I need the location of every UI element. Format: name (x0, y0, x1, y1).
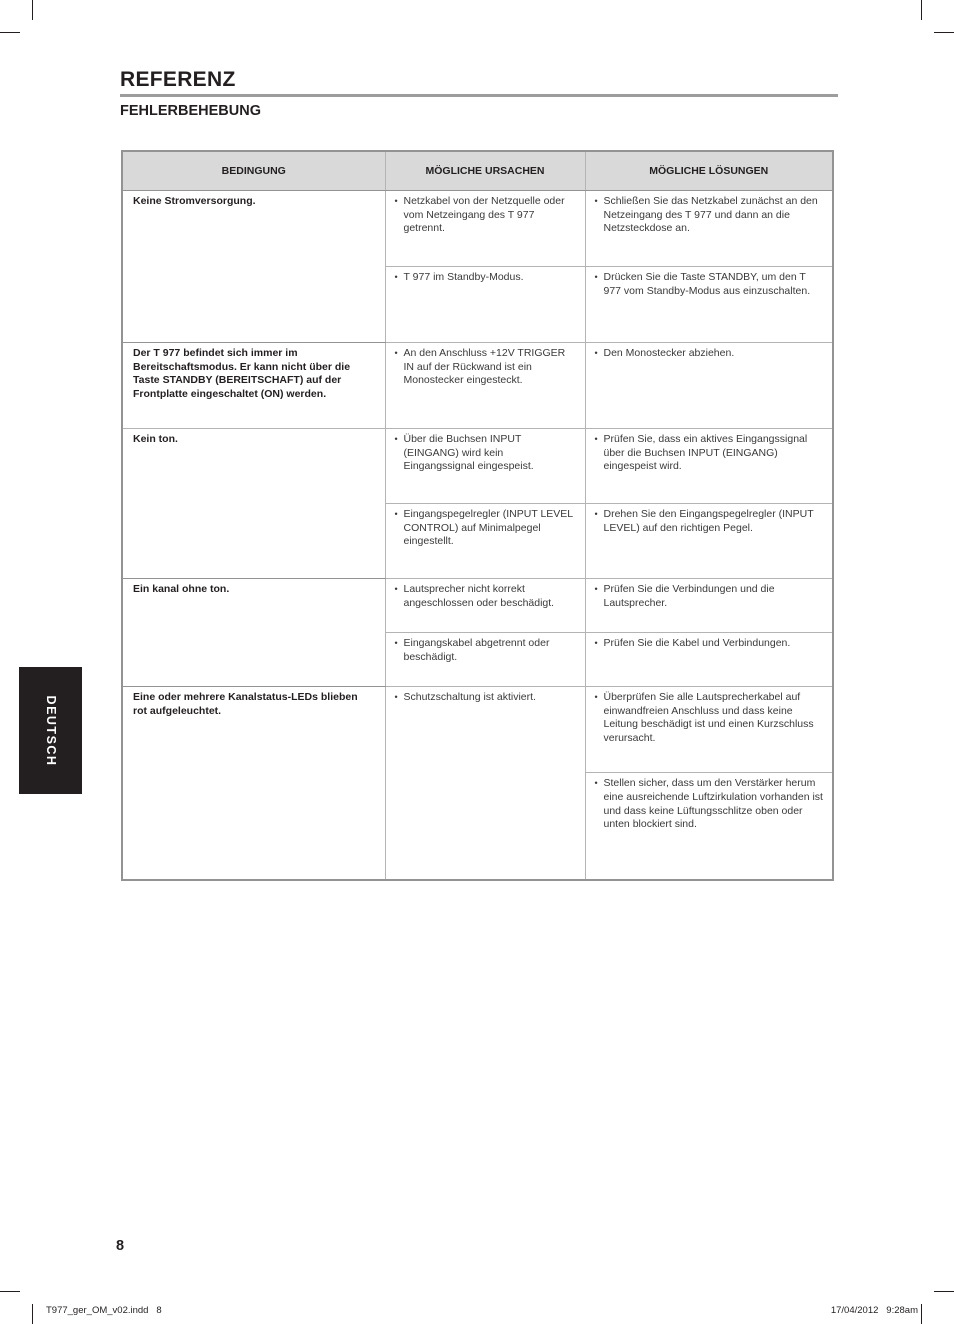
solution-cell: • Den Monostecker abziehen. (585, 343, 833, 429)
crop-mark (934, 1291, 954, 1292)
language-tab-label: DEUTSCH (43, 695, 58, 766)
cause-cell: • Lautsprecher nicht korrekt angeschlossen oder beschädigt. (385, 579, 585, 633)
solution-cell: • Drücken Sie die Taste STANDBY, um den T 977 vom Standby-Modus aus einzuschalten. (585, 267, 833, 343)
column-header-causes: MÖGLICHE URSACHEN (385, 151, 585, 191)
cause-cell: • Eingangskabel abgetrennt oder beschädigt. (385, 633, 585, 687)
solution-cell: • Drehen Sie den Eingangspegelregler (INPUT LEVEL) auf den richtigen Pegel. (585, 504, 833, 579)
crop-mark (0, 1291, 20, 1292)
page-number: 8 (116, 1238, 125, 1254)
cause-cell: • Eingangspegelregler (INPUT LEVEL CONTROL) auf Minimalpegel eingestellt. (385, 504, 585, 579)
condition-cell: Eine oder mehrere Kanalstatus-LEDs blieben rot aufgeleuchtet. (122, 687, 385, 880)
solution-cell: • Prüfen Sie die Verbindungen und die Lautsprecher. (585, 579, 833, 633)
table-header-row (122, 151, 833, 191)
page-title: REFERENZ (120, 68, 236, 91)
crop-mark (934, 32, 954, 33)
column-header-condition: BEDINGUNG (122, 151, 385, 191)
solution-cell: • Schließen Sie das Netzkabel zunächst an den Netzeingang des T 977 und dann an die Netzsteckdose an. (585, 191, 833, 267)
condition-cell: Keine Stromversorgung. (122, 191, 385, 343)
cause-cell: • Über die Buchsen INPUT (EINGANG) wird kein Eingangssignal eingespeist. (385, 429, 585, 504)
footer-timestamp: 17/04/2012 9:28am (830, 1305, 918, 1316)
crop-mark (921, 1304, 922, 1324)
troubleshooting-table (121, 150, 834, 881)
crop-mark (921, 0, 922, 20)
condition-cell: Ein kanal ohne ton. (122, 579, 385, 687)
cause-cell: • Schutzschaltung ist aktiviert. (385, 687, 585, 880)
cause-cell: • An den Anschluss +12V TRIGGER IN auf der Rückwand ist ein Monostecker eingesteckt. (385, 343, 585, 429)
cause-cell: • Netzkabel von der Netzquelle oder vom Netzeingang des T 977 getrennt. (385, 191, 585, 267)
title-rule (120, 94, 838, 97)
condition-cell: Kein ton. (122, 429, 385, 579)
table-row (122, 687, 833, 773)
section-title: FEHLERBEHEBUNG (120, 103, 261, 119)
solution-cell: • Prüfen Sie, dass ein aktives Eingangssignal über die Buchsen INPUT (EINGANG) eingespeist wird. (585, 429, 833, 504)
table-row (122, 429, 833, 504)
solution-cell: • Stellen sicher, dass um den Verstärker herum eine ausreichende Luftzirkulation vorhanden ist und dass keine Lüftungsschlitze oben oder unten blockiert sind. (585, 773, 833, 880)
solution-cell: • Prüfen Sie die Kabel und Verbindungen. (585, 633, 833, 687)
table-row (122, 343, 833, 429)
column-header-solutions: MÖGLICHE LÖSUNGEN (585, 151, 833, 191)
cause-cell: • T 977 im Standby-Modus. (385, 267, 585, 343)
solution-cell: • Überprüfen Sie alle Lautsprecherkabel auf einwandfreien Anschluss und dass keine Leitung beschädigt ist und einen Kurzschluss verursacht. (585, 687, 833, 773)
crop-mark (0, 32, 20, 33)
footer-file-name: T977_ger_OM_v02.indd 8 (46, 1305, 162, 1316)
crop-mark (32, 0, 33, 20)
condition-cell: Der T 977 befindet sich immer im Bereitschaftsmodus. Er kann nicht über die Taste STANDBY (BEREITSCHAFT) auf der Frontplatte eingeschaltet (ON) werden. (122, 343, 385, 429)
language-tab (19, 667, 82, 794)
table-row (122, 579, 833, 633)
table-row (122, 191, 833, 267)
crop-mark (32, 1304, 33, 1324)
